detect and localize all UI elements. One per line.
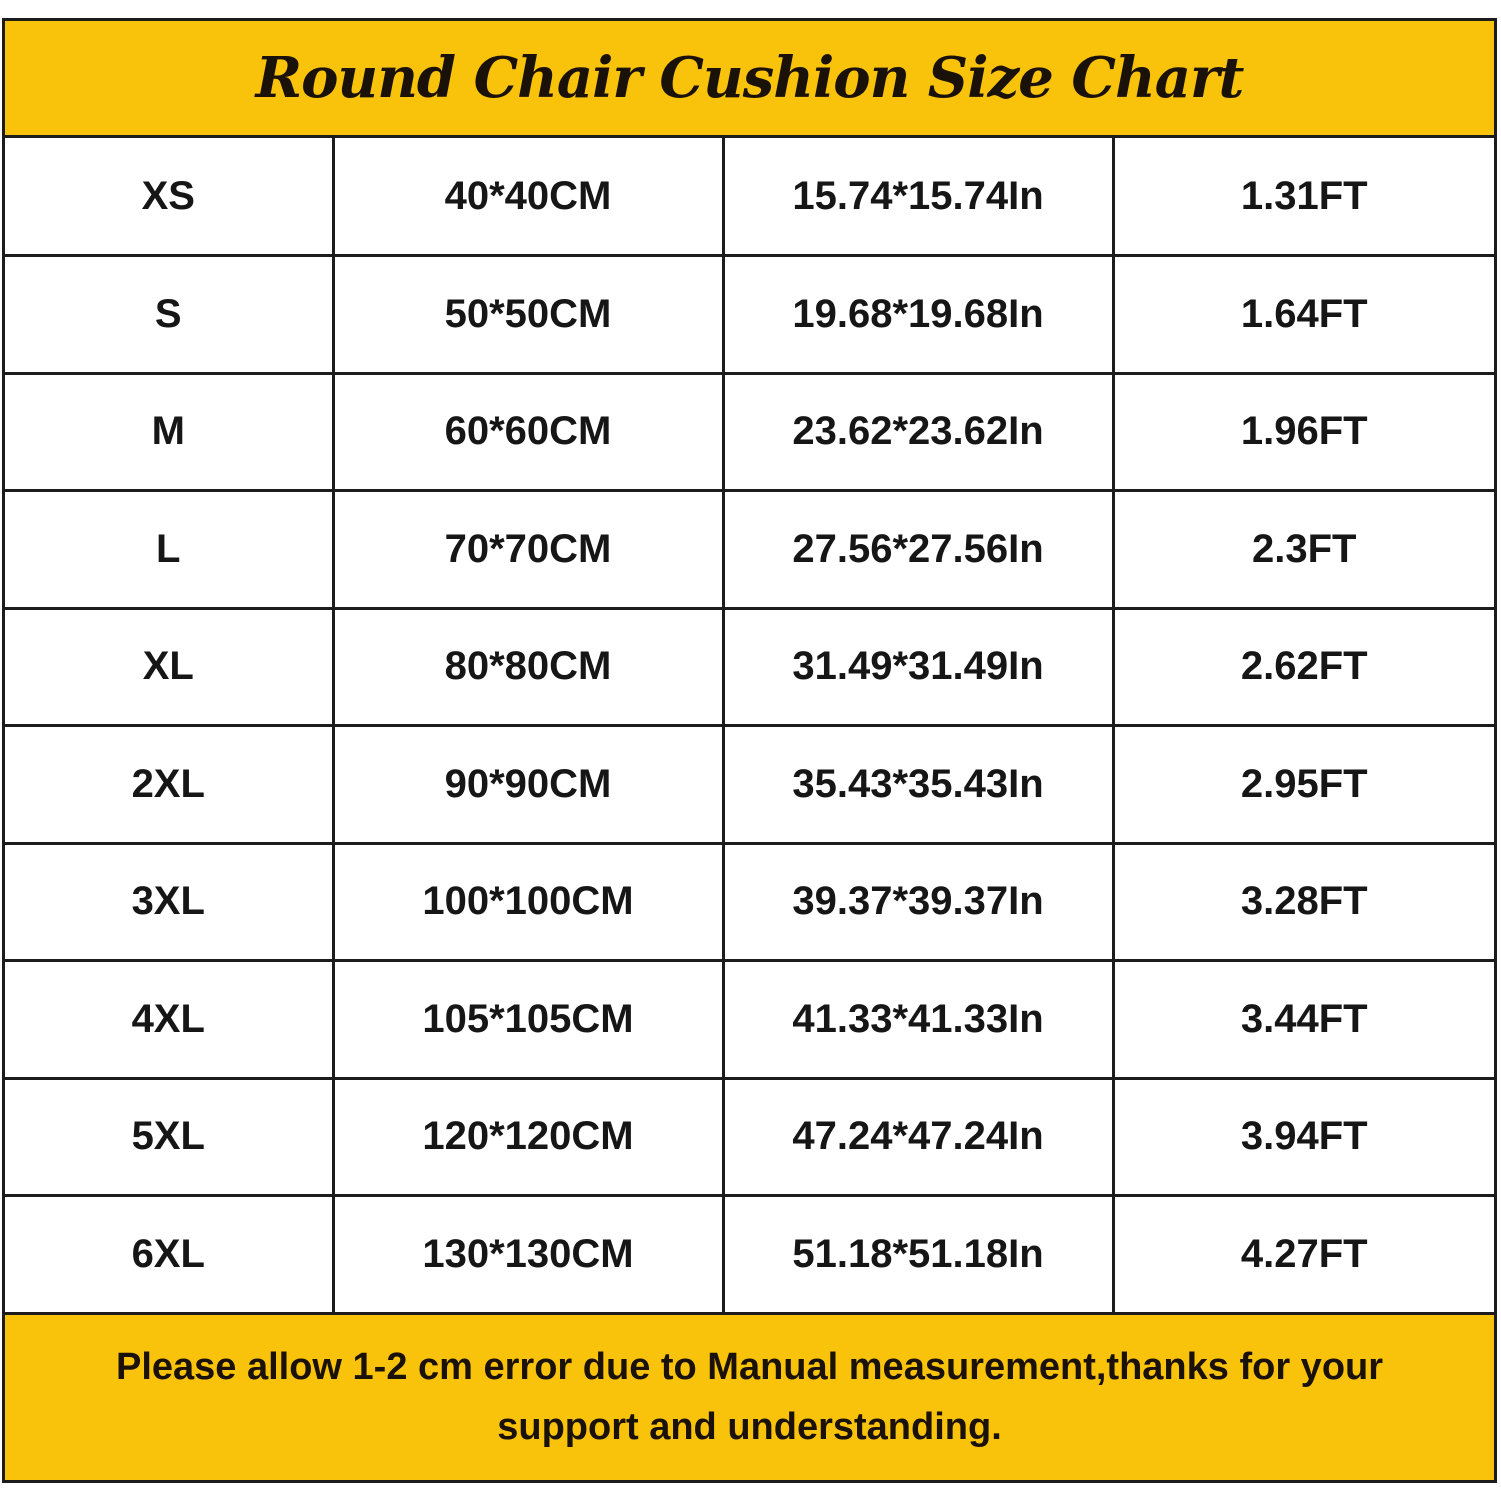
- inch-cell: 27.56*27.56In: [723, 491, 1113, 609]
- inch-cell: 19.68*19.68In: [723, 256, 1113, 374]
- feet-cell: 4.27FT: [1113, 1196, 1494, 1314]
- cm-cell: 80*80CM: [333, 608, 723, 726]
- size-chart: [2, 18, 1497, 1483]
- measurement-note: Please allow 1-2 cm error due to Manual measurement,thanks for your support and understanding.: [115, 1346, 1384, 1449]
- table-row: [5, 726, 1494, 844]
- table-row: [5, 608, 1494, 726]
- cm-cell: 120*120CM: [333, 1078, 723, 1196]
- cm-cell: 90*90CM: [333, 726, 723, 844]
- feet-cell: 2.62FT: [1113, 608, 1494, 726]
- feet-cell: 1.64FT: [1113, 256, 1494, 374]
- table-row: [5, 961, 1494, 1079]
- inch-cell: 39.37*39.37In: [723, 843, 1113, 961]
- cm-cell: 70*70CM: [333, 491, 723, 609]
- size-cell: 5XL: [5, 1078, 333, 1196]
- size-cell: 6XL: [5, 1196, 333, 1314]
- cm-cell: 50*50CM: [333, 256, 723, 374]
- chart-title: Round Chair Cushion Size Chart: [255, 45, 1244, 111]
- size-cell: XL: [5, 608, 333, 726]
- size-cell: 3XL: [5, 843, 333, 961]
- table-row: [5, 1196, 1494, 1314]
- feet-cell: 1.96FT: [1113, 373, 1494, 491]
- feet-cell: 3.94FT: [1113, 1078, 1494, 1196]
- inch-cell: 15.74*15.74In: [723, 138, 1113, 256]
- table-row: [5, 491, 1494, 609]
- cm-cell: 40*40CM: [333, 138, 723, 256]
- feet-cell: 2.3FT: [1113, 491, 1494, 609]
- cm-cell: 130*130CM: [333, 1196, 723, 1314]
- table-row: [5, 138, 1494, 256]
- size-cell: M: [5, 373, 333, 491]
- size-cell: S: [5, 256, 333, 374]
- inch-cell: 35.43*35.43In: [723, 726, 1113, 844]
- table-row: [5, 256, 1494, 374]
- feet-cell: 3.44FT: [1113, 961, 1494, 1079]
- inch-cell: 51.18*51.18In: [723, 1196, 1113, 1314]
- inch-cell: 23.62*23.62In: [723, 373, 1113, 491]
- cm-cell: 100*100CM: [333, 843, 723, 961]
- table-row: [5, 1078, 1494, 1196]
- size-table: [5, 138, 1494, 1315]
- inch-cell: 41.33*41.33In: [723, 961, 1113, 1079]
- size-cell: 2XL: [5, 726, 333, 844]
- title-band: [5, 21, 1494, 138]
- table-row: [5, 373, 1494, 491]
- feet-cell: 1.31FT: [1113, 138, 1494, 256]
- table-row: [5, 843, 1494, 961]
- cm-cell: 60*60CM: [333, 373, 723, 491]
- feet-cell: 3.28FT: [1113, 843, 1494, 961]
- cm-cell: 105*105CM: [333, 961, 723, 1079]
- inch-cell: 47.24*47.24In: [723, 1078, 1113, 1196]
- size-cell: L: [5, 491, 333, 609]
- size-cell: 4XL: [5, 961, 333, 1079]
- feet-cell: 2.95FT: [1113, 726, 1494, 844]
- size-cell: XS: [5, 138, 333, 256]
- note-band: [5, 1315, 1494, 1481]
- inch-cell: 31.49*31.49In: [723, 608, 1113, 726]
